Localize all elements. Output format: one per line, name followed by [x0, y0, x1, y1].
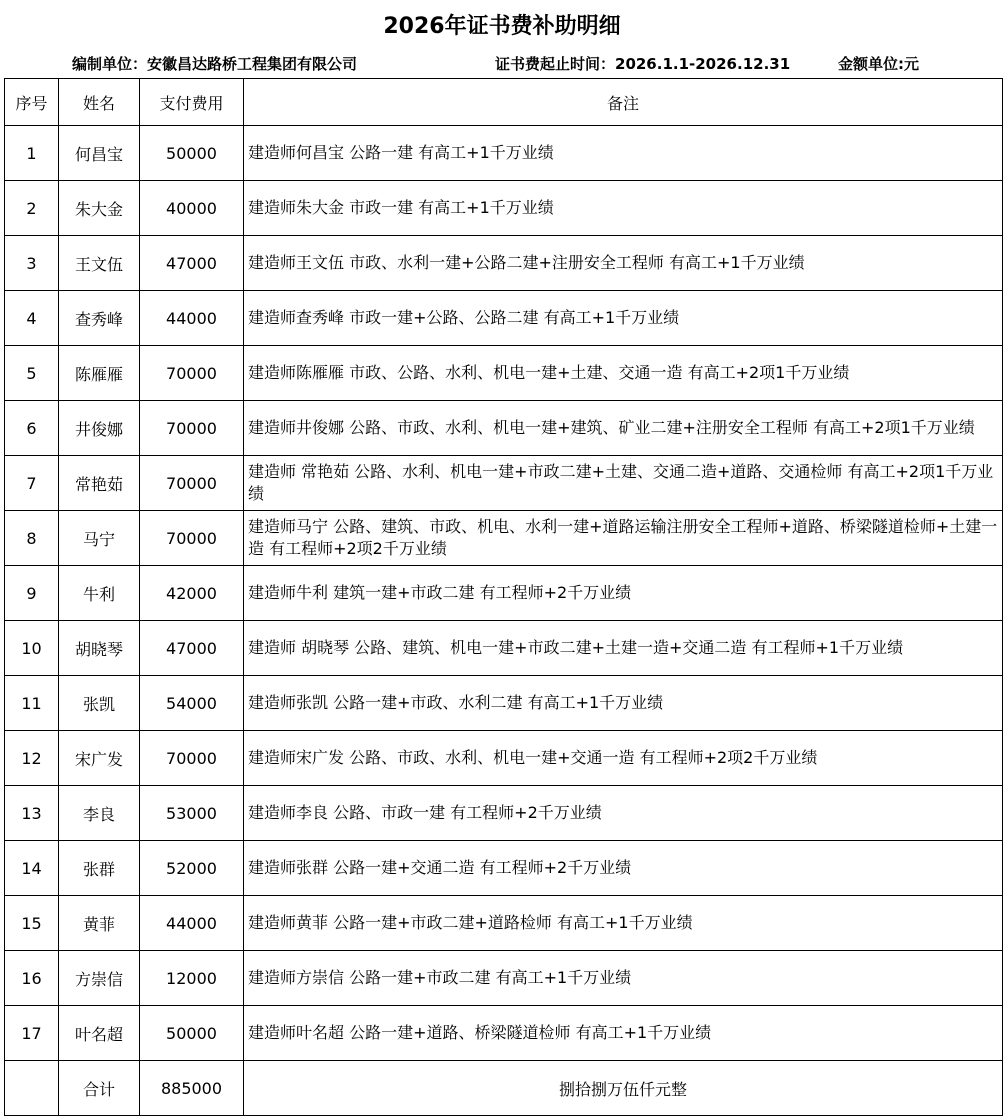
row-note-cell[interactable]: 建造师叶名超 公路一建+道路、桥梁隧道检师 有高工+1千万业绩 [244, 1006, 1003, 1061]
row-amount-cell[interactable]: 52000 [140, 841, 244, 896]
row-note-cell[interactable]: 建造师方崇信 公路一建+市政二建 有高工+1千万业绩 [244, 951, 1003, 1006]
row-index-cell[interactable]: 2 [5, 181, 59, 236]
row-amount-cell[interactable]: 70000 [140, 731, 244, 786]
row-note-cell[interactable]: 建造师 常艳茹 公路、水利、机电一建+市政二建+土建、交通二造+道路、交通检师 有高工+2项1千万业绩 [244, 456, 1003, 511]
table-row [5, 841, 1003, 896]
row-amount-cell[interactable]: 53000 [140, 786, 244, 841]
row-amount-cell[interactable]: 70000 [140, 401, 244, 456]
row-index-cell[interactable]: 1 [5, 126, 59, 181]
total-index-cell[interactable] [5, 1061, 59, 1116]
row-note-cell[interactable]: 建造师牛利 建筑一建+市政二建 有工程师+2千万业绩 [244, 566, 1003, 621]
header-index[interactable]: 序号 [5, 79, 59, 126]
row-index-cell[interactable]: 3 [5, 236, 59, 291]
row-name-cell[interactable]: 牛利 [59, 566, 140, 621]
total-label[interactable]: 合计 [59, 1061, 140, 1116]
table-row [5, 126, 1003, 181]
row-note-cell[interactable]: 建造师朱大金 市政一建 有高工+1千万业绩 [244, 181, 1003, 236]
row-name-cell[interactable]: 王文伍 [59, 236, 140, 291]
row-index-cell[interactable]: 17 [5, 1006, 59, 1061]
table-row [5, 181, 1003, 236]
table-row [5, 676, 1003, 731]
row-amount-cell[interactable]: 40000 [140, 181, 244, 236]
header-note[interactable]: 备注 [244, 79, 1003, 126]
row-note-cell[interactable]: 建造师井俊娜 公路、市政、水利、机电一建+建筑、矿业二建+注册安全工程师 有高工+2项1千万业绩 [244, 401, 1003, 456]
row-name-cell[interactable]: 常艳茹 [59, 456, 140, 511]
row-index-cell[interactable]: 15 [5, 896, 59, 951]
row-name-cell[interactable]: 黄菲 [59, 896, 140, 951]
row-note-cell[interactable]: 建造师 胡晓琴 公路、建筑、机电一建+市政二建+土建一造+交通二造 有工程师+1千万业绩 [244, 621, 1003, 676]
total-amount[interactable]: 885000 [140, 1061, 244, 1116]
table-row [5, 401, 1003, 456]
row-note-cell[interactable]: 建造师张凯 公路一建+市政、水利二建 有高工+1千万业绩 [244, 676, 1003, 731]
row-name-cell[interactable]: 李良 [59, 786, 140, 841]
total-row [5, 1061, 1003, 1116]
row-note-cell[interactable]: 建造师李良 公路、市政一建 有工程师+2千万业绩 [244, 786, 1003, 841]
table-row [5, 896, 1003, 951]
header-name[interactable]: 姓名 [59, 79, 140, 126]
table-row [5, 731, 1003, 786]
row-amount-cell[interactable]: 50000 [140, 1006, 244, 1061]
table-row [5, 1006, 1003, 1061]
table-row [5, 511, 1003, 566]
row-name-cell[interactable]: 方崇信 [59, 951, 140, 1006]
row-index-cell[interactable]: 16 [5, 951, 59, 1006]
row-amount-cell[interactable]: 50000 [140, 126, 244, 181]
row-index-cell[interactable]: 13 [5, 786, 59, 841]
row-index-cell[interactable]: 11 [5, 676, 59, 731]
row-name-cell[interactable]: 陈雁雁 [59, 346, 140, 401]
row-name-cell[interactable]: 张群 [59, 841, 140, 896]
row-name-cell[interactable]: 查秀峰 [59, 291, 140, 346]
subsidy-table [4, 78, 1003, 1116]
row-note-cell[interactable]: 建造师王文伍 市政、水利一建+公路二建+注册安全工程师 有高工+1千万业绩 [244, 236, 1003, 291]
table-row [5, 621, 1003, 676]
row-name-cell[interactable]: 宋广发 [59, 731, 140, 786]
row-amount-cell[interactable]: 47000 [140, 236, 244, 291]
row-name-cell[interactable]: 叶名超 [59, 1006, 140, 1061]
row-amount-cell[interactable]: 47000 [140, 621, 244, 676]
header-amount[interactable]: 支付费用 [140, 79, 244, 126]
row-name-cell[interactable]: 朱大金 [59, 181, 140, 236]
row-name-cell[interactable]: 马宁 [59, 511, 140, 566]
row-amount-cell[interactable]: 44000 [140, 291, 244, 346]
table-row [5, 456, 1003, 511]
row-note-cell[interactable]: 建造师黄菲 公路一建+市政二建+道路检师 有高工+1千万业绩 [244, 896, 1003, 951]
row-note-cell[interactable]: 建造师张群 公路一建+交通二造 有工程师+2千万业绩 [244, 841, 1003, 896]
total-amount-in-words[interactable]: 捌拾捌万伍仟元整 [244, 1061, 1003, 1116]
table-row [5, 951, 1003, 1006]
table-row [5, 566, 1003, 621]
row-amount-cell[interactable]: 44000 [140, 896, 244, 951]
row-index-cell[interactable]: 5 [5, 346, 59, 401]
row-name-cell[interactable]: 井俊娜 [59, 401, 140, 456]
row-amount-cell[interactable]: 42000 [140, 566, 244, 621]
row-index-cell[interactable]: 10 [5, 621, 59, 676]
row-note-cell[interactable]: 建造师何昌宝 公路一建 有高工+1千万业绩 [244, 126, 1003, 181]
row-index-cell[interactable]: 7 [5, 456, 59, 511]
row-note-cell[interactable]: 建造师陈雁雁 市政、公路、水利、机电一建+土建、交通一造 有高工+2项1千万业绩 [244, 346, 1003, 401]
row-index-cell[interactable]: 4 [5, 291, 59, 346]
sheet-title[interactable]: 2026年证书费补助明细 [383, 13, 621, 39]
row-index-cell[interactable]: 14 [5, 841, 59, 896]
prepared-by-unit[interactable]: 编制单位：安徽昌达路桥工程集团有限公司 [72, 54, 358, 73]
row-index-cell[interactable]: 8 [5, 511, 59, 566]
row-index-cell[interactable]: 12 [5, 731, 59, 786]
row-note-cell[interactable]: 建造师宋广发 公路、市政、水利、机电一建+交通一造 有工程师+2项2千万业绩 [244, 731, 1003, 786]
row-amount-cell[interactable]: 54000 [140, 676, 244, 731]
header-row [5, 79, 1003, 126]
table-row [5, 291, 1003, 346]
row-amount-cell[interactable]: 70000 [140, 456, 244, 511]
table-row [5, 346, 1003, 401]
row-note-cell[interactable]: 建造师查秀峰 市政一建+公路、公路二建 有高工+1千万业绩 [244, 291, 1003, 346]
row-amount-cell[interactable]: 12000 [140, 951, 244, 1006]
table-row [5, 236, 1003, 291]
row-name-cell[interactable]: 张凯 [59, 676, 140, 731]
row-name-cell[interactable]: 何昌宝 [59, 126, 140, 181]
row-index-cell[interactable]: 6 [5, 401, 59, 456]
row-index-cell[interactable]: 9 [5, 566, 59, 621]
row-amount-cell[interactable]: 70000 [140, 346, 244, 401]
row-amount-cell[interactable]: 70000 [140, 511, 244, 566]
table-row [5, 786, 1003, 841]
row-note-cell[interactable]: 建造师马宁 公路、建筑、市政、机电、水利一建+道路运输注册安全工程师+道路、桥梁隧道检师+土建一造 有工程师+2项2千万业绩 [244, 511, 1003, 566]
amount-unit[interactable]: 金额单位:元 [838, 54, 919, 73]
row-name-cell[interactable]: 胡晓琴 [59, 621, 140, 676]
certificate-fee-period[interactable]: 证书费起止时间：2026.1.1-2026.12.31 [495, 54, 791, 73]
